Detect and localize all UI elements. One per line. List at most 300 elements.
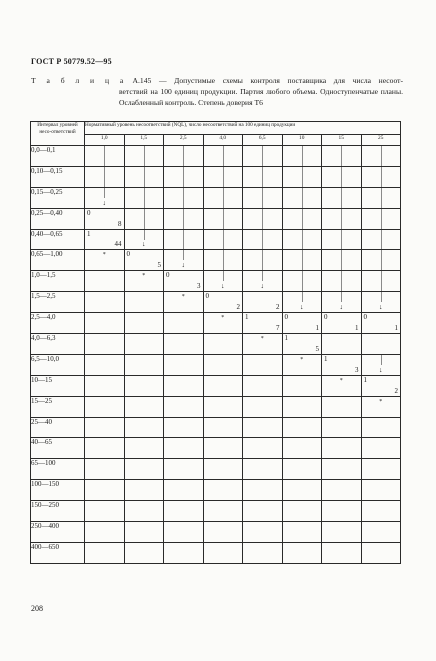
plan-cell — [322, 480, 362, 501]
plan-cell — [282, 480, 322, 501]
plan-cell — [85, 187, 125, 208]
plan-cell — [361, 354, 401, 375]
plan-cell — [164, 480, 204, 501]
down-arrow-icon: ↓ — [300, 303, 304, 312]
plan-cell — [322, 250, 362, 271]
plan-cell — [322, 229, 362, 250]
plan-cell — [85, 396, 125, 417]
asterisk-mark: * — [339, 377, 343, 384]
plan-cell — [282, 208, 322, 229]
guide-line — [381, 230, 382, 250]
plan-cell — [164, 501, 204, 522]
acceptance-number: 0 — [166, 271, 170, 280]
guide-line — [104, 188, 105, 198]
plan-cell — [322, 375, 362, 396]
guide-line — [381, 355, 382, 365]
caption-lead: Т а б л и ц а — [31, 76, 125, 85]
plan-cell — [282, 354, 322, 375]
plan-cell — [361, 271, 401, 292]
plan-cell — [85, 480, 125, 501]
plan-cell — [164, 292, 204, 313]
acceptance-number: 1 — [284, 334, 288, 343]
table-row — [31, 229, 401, 250]
down-arrow-icon: ↓ — [142, 240, 146, 249]
plan-cell — [203, 396, 243, 417]
plan-cell — [85, 438, 125, 459]
plan-cell — [243, 313, 283, 334]
plan-cell — [124, 250, 164, 271]
guide-line — [104, 146, 105, 166]
row-interval-label: 25—40 — [31, 417, 85, 438]
table-row — [31, 187, 401, 208]
plan-cell — [243, 292, 283, 313]
guide-line — [302, 188, 303, 208]
guide-line — [223, 167, 224, 187]
corner-header: Интервал уровней несо-ответствий — [31, 122, 85, 146]
row-interval-label: 0,15—0,25 — [31, 187, 85, 208]
plan-cell — [282, 187, 322, 208]
plan-cell — [85, 334, 125, 355]
sample-size: 3 — [197, 282, 201, 291]
guide-line — [223, 250, 224, 270]
table-body — [31, 146, 401, 564]
plan-cell — [203, 229, 243, 250]
guide-line — [223, 230, 224, 250]
sample-size: 5 — [157, 261, 161, 270]
sample-size: 44 — [114, 240, 122, 249]
guide-line — [223, 209, 224, 229]
table-row — [31, 334, 401, 355]
guide-line — [223, 188, 224, 208]
row-interval-label: 0,65—1,00 — [31, 250, 85, 271]
sample-size: 8 — [118, 219, 122, 228]
row-interval-label: 4,0—6,3 — [31, 334, 85, 355]
plan-cell — [164, 522, 204, 543]
down-arrow-icon: ↓ — [102, 198, 106, 207]
plan-cell — [282, 501, 322, 522]
plan-cell — [203, 480, 243, 501]
plan-cell — [361, 334, 401, 355]
plan-cell — [361, 542, 401, 563]
table-row — [31, 208, 401, 229]
plan-cell — [322, 208, 362, 229]
plan-cell — [243, 375, 283, 396]
plan-cell — [164, 396, 204, 417]
plan-cell — [124, 187, 164, 208]
plan-cell — [243, 146, 283, 167]
plan-cell — [243, 396, 283, 417]
plan-cell — [361, 166, 401, 187]
plan-cell — [282, 542, 322, 563]
plan-cell — [124, 292, 164, 313]
sample-size: 1 — [394, 324, 398, 333]
row-interval-label: 10—15 — [31, 375, 85, 396]
plan-cell — [124, 375, 164, 396]
down-arrow-icon: ↓ — [221, 282, 225, 291]
sample-size: 7 — [276, 324, 280, 333]
row-interval-label: 100—150 — [31, 480, 85, 501]
asterisk-mark: * — [221, 315, 225, 322]
plan-cell — [203, 208, 243, 229]
acceptance-number: 1 — [324, 354, 328, 363]
plan-cell — [282, 417, 322, 438]
nql-column-header: 1,5 — [124, 135, 164, 146]
plan-cell — [85, 375, 125, 396]
plan-cell — [203, 166, 243, 187]
guide-line — [262, 271, 263, 281]
guide-line — [262, 209, 263, 229]
plan-cell — [322, 438, 362, 459]
plan-cell — [243, 354, 283, 375]
guide-line — [144, 209, 145, 229]
plan-cell — [85, 146, 125, 167]
caption-line-1 — [31, 75, 403, 86]
plan-cell — [203, 417, 243, 438]
plan-cell — [322, 396, 362, 417]
guide-line — [302, 167, 303, 187]
plan-cell — [282, 375, 322, 396]
guide-line — [302, 146, 303, 166]
table-row — [31, 480, 401, 501]
table-caption — [31, 75, 403, 108]
plan-cell — [85, 292, 125, 313]
guide-line — [262, 146, 263, 166]
guide-line — [341, 271, 342, 291]
down-arrow-icon: ↓ — [379, 303, 383, 312]
plan-cell — [203, 522, 243, 543]
plan-cell — [282, 292, 322, 313]
plan-cell — [361, 208, 401, 229]
asterisk-mark: * — [142, 273, 146, 280]
row-interval-label: 150—250 — [31, 501, 85, 522]
asterisk-mark: * — [260, 336, 264, 343]
plan-cell — [124, 334, 164, 355]
nql-group-header: Нормативный уровень несоответствий (NQL), число несоответствий на 100 единиц продукции — [85, 122, 401, 135]
plan-cell — [85, 354, 125, 375]
guide-line — [341, 146, 342, 166]
guide-line — [341, 230, 342, 250]
table-row — [31, 354, 401, 375]
down-arrow-icon: ↓ — [379, 365, 383, 374]
plan-cell — [322, 417, 362, 438]
plan-cell — [361, 396, 401, 417]
plan-cell — [282, 166, 322, 187]
down-arrow-icon: ↓ — [181, 261, 185, 270]
nql-column-header: 1,0 — [85, 135, 125, 146]
plan-cell — [322, 292, 362, 313]
acceptance-number: 1 — [245, 313, 249, 322]
row-interval-label: 15—25 — [31, 396, 85, 417]
row-interval-label: 0,40—0,65 — [31, 229, 85, 250]
guide-line — [144, 167, 145, 187]
guide-line — [341, 188, 342, 208]
plan-cell — [282, 313, 322, 334]
plan-cell — [85, 417, 125, 438]
plan-cell — [282, 522, 322, 543]
acceptance-number: 0 — [126, 250, 130, 259]
asterisk-mark: * — [379, 398, 383, 405]
guide-line — [262, 167, 263, 187]
plan-cell — [164, 438, 204, 459]
guide-line — [223, 271, 224, 281]
guide-line — [104, 167, 105, 187]
table-row — [31, 166, 401, 187]
plan-cell — [203, 271, 243, 292]
plan-cell — [322, 354, 362, 375]
plan-cell — [282, 396, 322, 417]
row-interval-label: 40—65 — [31, 438, 85, 459]
plan-cell — [282, 438, 322, 459]
row-interval-label: 1,5—2,5 — [31, 292, 85, 313]
plan-cell — [124, 313, 164, 334]
plan-cell — [203, 187, 243, 208]
page-number: 208 — [31, 604, 43, 613]
table-row — [31, 522, 401, 543]
plan-cell — [85, 501, 125, 522]
plan-cell — [322, 334, 362, 355]
plan-cell — [85, 229, 125, 250]
plan-cell — [322, 459, 362, 480]
plan-cell — [85, 542, 125, 563]
plan-cell — [243, 501, 283, 522]
guide-line — [381, 167, 382, 187]
guide-line — [183, 250, 184, 260]
plan-cell — [361, 375, 401, 396]
nql-column-header: 15 — [322, 135, 362, 146]
plan-cell — [282, 334, 322, 355]
guide-line — [302, 230, 303, 250]
nql-column-header: 25 — [361, 135, 401, 146]
guide-line — [341, 167, 342, 187]
table-row — [31, 438, 401, 459]
table-row — [31, 542, 401, 563]
plan-cell — [85, 208, 125, 229]
plan-cell — [203, 313, 243, 334]
row-interval-label: 0,25—0,40 — [31, 208, 85, 229]
plan-cell — [164, 542, 204, 563]
plan-cell — [361, 438, 401, 459]
plan-cell — [361, 292, 401, 313]
plan-cell — [243, 166, 283, 187]
plan-cell — [361, 501, 401, 522]
table-row — [31, 459, 401, 480]
acceptance-number: 1 — [363, 375, 367, 384]
plan-cell — [322, 187, 362, 208]
plan-cell — [322, 146, 362, 167]
plan-cell — [164, 208, 204, 229]
guide-line — [223, 146, 224, 166]
plan-cell — [322, 542, 362, 563]
table-row — [31, 292, 401, 313]
acceptance-number: 0 — [324, 313, 328, 322]
plan-cell — [203, 459, 243, 480]
guide-line — [381, 250, 382, 270]
plan-cell — [124, 229, 164, 250]
guide-line — [302, 292, 303, 302]
asterisk-mark: * — [102, 252, 106, 259]
plan-cell — [85, 313, 125, 334]
row-interval-label: 0,0—0,1 — [31, 146, 85, 167]
table-row — [31, 396, 401, 417]
plan-cell — [322, 313, 362, 334]
plan-cell — [203, 334, 243, 355]
plan-cell — [282, 229, 322, 250]
row-interval-label: 1,0—1,5 — [31, 271, 85, 292]
table-row — [31, 417, 401, 438]
plan-cell — [124, 480, 164, 501]
plan-cell — [124, 396, 164, 417]
caption-title: А.145 — Допустимые схемы контроля поставщика для числа несоот- — [132, 76, 403, 85]
plan-cell — [164, 354, 204, 375]
plan-cell — [203, 542, 243, 563]
document-header: ГОСТ Р 50779.52—95 — [31, 57, 112, 66]
table-row — [31, 250, 401, 271]
plan-cell — [203, 354, 243, 375]
guide-line — [144, 230, 145, 240]
sample-size: 2 — [394, 386, 398, 395]
plan-cell — [124, 438, 164, 459]
plan-cell — [124, 208, 164, 229]
plan-cell — [361, 480, 401, 501]
plan-cell — [361, 459, 401, 480]
plan-cell — [124, 166, 164, 187]
plan-cell — [124, 522, 164, 543]
guide-line — [341, 292, 342, 302]
guide-line — [183, 188, 184, 208]
plan-cell — [164, 459, 204, 480]
sample-size: 3 — [355, 365, 359, 374]
sample-size: 2 — [276, 303, 280, 312]
plan-cell — [361, 522, 401, 543]
plan-cell — [164, 229, 204, 250]
plan-cell — [124, 271, 164, 292]
asterisk-mark: * — [181, 294, 185, 301]
row-interval-label: 400—650 — [31, 542, 85, 563]
plan-cell — [164, 313, 204, 334]
plan-cell — [282, 271, 322, 292]
acceptance-number: 1 — [87, 229, 91, 238]
plan-cell — [322, 501, 362, 522]
sample-size: 5 — [315, 344, 319, 353]
plan-cell — [243, 334, 283, 355]
plan-cell — [203, 501, 243, 522]
plan-cell — [361, 313, 401, 334]
plan-cell — [243, 187, 283, 208]
guide-line — [341, 209, 342, 229]
plan-cell — [282, 250, 322, 271]
guide-line — [381, 188, 382, 208]
asterisk-mark: * — [300, 356, 304, 363]
plan-cell — [361, 250, 401, 271]
plan-cell — [203, 250, 243, 271]
plan-cell — [243, 542, 283, 563]
plan-cell — [322, 522, 362, 543]
guide-line — [262, 188, 263, 208]
plan-cell — [203, 146, 243, 167]
plan-cell — [282, 146, 322, 167]
plan-cell — [85, 250, 125, 271]
guide-line — [183, 209, 184, 229]
plan-cell — [243, 271, 283, 292]
plan-cell — [85, 166, 125, 187]
plan-cell — [203, 438, 243, 459]
plan-cell — [164, 375, 204, 396]
plan-cell — [322, 166, 362, 187]
sample-size: 1 — [315, 324, 319, 333]
guide-line — [183, 167, 184, 187]
plan-cell — [85, 459, 125, 480]
guide-line — [262, 250, 263, 270]
plan-cell — [124, 501, 164, 522]
plan-cell — [124, 146, 164, 167]
plan-cell — [124, 354, 164, 375]
plan-cell — [124, 459, 164, 480]
plan-cell — [164, 334, 204, 355]
plan-cell — [361, 187, 401, 208]
plan-cell — [282, 459, 322, 480]
table-row — [31, 375, 401, 396]
plan-cell — [243, 208, 283, 229]
plan-cell — [124, 417, 164, 438]
sample-size: 1 — [355, 324, 359, 333]
plan-cell — [243, 438, 283, 459]
row-interval-label: 250—400 — [31, 522, 85, 543]
plan-cell — [164, 250, 204, 271]
nql-column-header: 6,5 — [243, 135, 283, 146]
guide-line — [183, 230, 184, 250]
plan-cell — [203, 375, 243, 396]
acceptance-number: 0 — [205, 292, 209, 301]
plan-cell — [243, 229, 283, 250]
plan-cell — [361, 229, 401, 250]
acceptance-number: 0 — [284, 313, 288, 322]
guide-line — [381, 271, 382, 291]
acceptance-number: 0 — [363, 313, 367, 322]
row-interval-label: 2,5—4,0 — [31, 313, 85, 334]
plan-cell — [243, 417, 283, 438]
plan-cell — [85, 271, 125, 292]
row-interval-label: 0,10—0,15 — [31, 166, 85, 187]
plan-cell — [164, 166, 204, 187]
plan-cell — [361, 417, 401, 438]
guide-line — [381, 146, 382, 166]
plan-cell — [164, 271, 204, 292]
plan-cell — [243, 480, 283, 501]
guide-line — [381, 209, 382, 229]
plan-cell — [124, 542, 164, 563]
guide-line — [262, 230, 263, 250]
plan-cell — [243, 250, 283, 271]
table-row — [31, 271, 401, 292]
caption-line-2: ветствий на 100 единиц продукции. Партия любого объема. Одноступенчатые планы. Ослабленный контроль. Степень доверия Т6 — [119, 87, 403, 107]
guide-line — [144, 188, 145, 208]
plan-cell — [243, 522, 283, 543]
plans-table — [30, 121, 401, 564]
sample-size: 2 — [236, 303, 240, 312]
table-row — [31, 313, 401, 334]
nql-column-header: 4,0 — [203, 135, 243, 146]
table-row — [31, 146, 401, 167]
plan-cell — [322, 271, 362, 292]
guide-line — [144, 146, 145, 166]
guide-line — [341, 250, 342, 270]
plan-cell — [85, 522, 125, 543]
guide-line — [381, 292, 382, 302]
guide-line — [302, 271, 303, 291]
nql-column-header: 2,5 — [164, 135, 204, 146]
nql-header-row — [31, 135, 401, 146]
guide-line — [302, 209, 303, 229]
